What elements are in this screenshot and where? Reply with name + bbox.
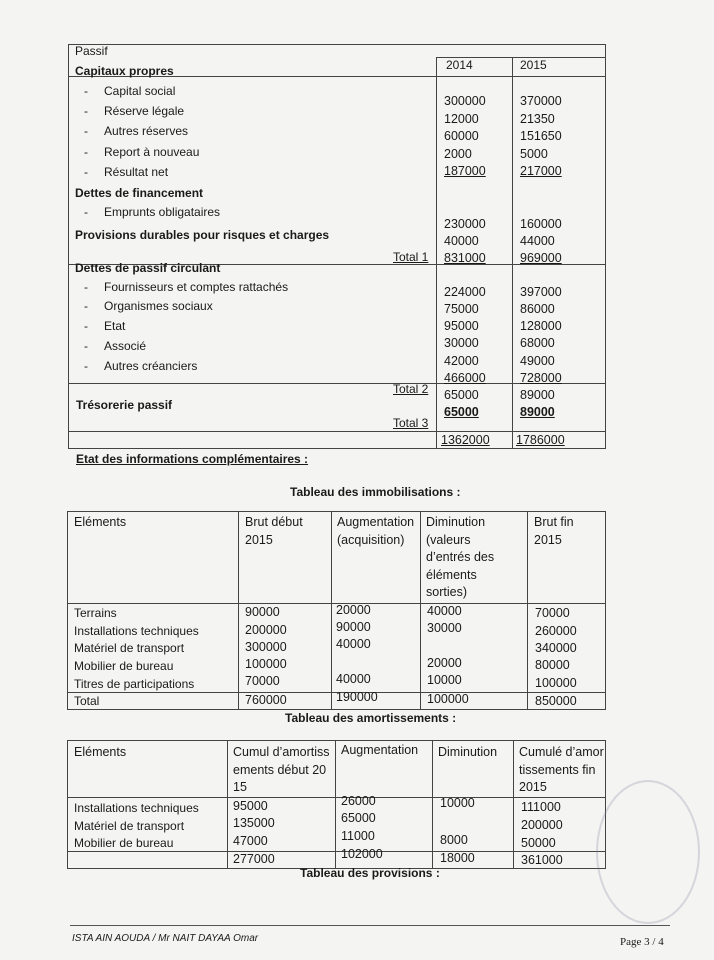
table-cell: 40000 <box>336 672 371 686</box>
table-cell: 65000 <box>341 811 376 825</box>
table-border <box>67 709 606 710</box>
table-cell: 135000 <box>233 816 275 830</box>
bullet-dash: - <box>84 280 88 294</box>
grand-total-2014: 1362000 <box>441 433 490 447</box>
bullet-dash: - <box>84 124 88 138</box>
item-label: Capital social <box>104 84 176 98</box>
table-border <box>605 511 606 710</box>
table-cell: 100000 <box>245 657 287 671</box>
table-border <box>68 44 69 449</box>
table-border <box>512 57 513 449</box>
table-row-label: Matériel de transport <box>74 819 185 833</box>
table-row-label: Mobilier de bureau <box>74 836 174 850</box>
table-cell: 100000 <box>535 676 577 690</box>
item-label: Report à nouveau <box>104 145 200 159</box>
value-2014: 187000 <box>444 164 486 178</box>
table-border <box>67 851 606 852</box>
amortissements-title: Tableau des amortissements : <box>285 711 457 725</box>
value-2014: 12000 <box>444 112 479 126</box>
value-2015: 217000 <box>520 164 562 178</box>
table-border <box>238 511 239 710</box>
value-2015: 397000 <box>520 285 562 299</box>
total2-label: Total 2 <box>393 382 429 396</box>
bullet-dash: - <box>84 359 88 373</box>
value-2015: 68000 <box>520 336 555 350</box>
table-border <box>432 740 433 869</box>
table-border <box>67 511 68 710</box>
table-cell: 340000 <box>535 641 577 655</box>
table-border <box>331 511 332 710</box>
table-cell: 95000 <box>233 799 268 813</box>
table-cell: 850000 <box>535 694 577 708</box>
table-cell: 190000 <box>336 690 378 704</box>
table-cell: 10000 <box>427 673 462 687</box>
item-label: Autres créanciers <box>104 359 198 373</box>
total2-2015: 728000 <box>520 371 562 385</box>
table-border <box>68 448 606 449</box>
value-2014: 75000 <box>444 302 479 316</box>
bullet-dash: - <box>84 104 88 118</box>
value-2014: 300000 <box>444 94 486 108</box>
table-border <box>227 740 228 869</box>
column-header: Augmentation <box>341 743 419 757</box>
year-header-2014: 2014 <box>446 58 473 72</box>
bullet-dash: - <box>84 339 88 353</box>
table-cell: 300000 <box>245 640 287 654</box>
bullet-dash: - <box>84 84 88 98</box>
table-cell: 10000 <box>440 796 475 810</box>
table-cell: 100000 <box>427 692 469 706</box>
table-cell: 277000 <box>233 852 275 866</box>
value-2015: 21350 <box>520 112 555 126</box>
section-title-provisions: Provisions durables pour risques et charges <box>75 228 330 242</box>
total1-label: Total 1 <box>393 250 429 264</box>
table-row-label: Mobilier de bureau <box>74 659 174 673</box>
total1-2015: 969000 <box>520 251 562 265</box>
value-2014: 224000 <box>444 285 486 299</box>
column-header: Eléments <box>74 515 127 529</box>
column-header: Cumulé d’amortissements fin 2015 <box>519 745 604 794</box>
bullet-dash: - <box>84 165 88 179</box>
table-cell: 90000 <box>245 605 280 619</box>
item-label: Organismes sociaux <box>104 299 213 313</box>
table-border <box>335 740 336 869</box>
value-2015: 151650 <box>520 129 562 143</box>
value-2014: 30000 <box>444 336 479 350</box>
item-label: Emprunts obligataires <box>104 205 221 219</box>
item-label: Résultat net <box>104 165 169 179</box>
table-border <box>513 740 514 869</box>
table-cell: 20000 <box>427 656 462 670</box>
value-2015: 5000 <box>520 147 548 161</box>
table-border <box>67 511 606 512</box>
section-title-dettes-circulant: Dettes de passif circulant <box>75 261 221 275</box>
table-cell: 102000 <box>341 847 383 861</box>
total1-2014: 831000 <box>444 251 486 265</box>
value-2015: 128000 <box>520 319 562 333</box>
table-border <box>605 44 606 449</box>
table-row-label: Installations techniques <box>74 624 199 638</box>
table-cell: 200000 <box>245 623 287 637</box>
bullet-dash: - <box>84 299 88 313</box>
value-2015: 44000 <box>520 234 555 248</box>
column-header: Augmentation (acquisition) <box>337 515 415 547</box>
table-cell: 70000 <box>245 674 280 688</box>
table-cell: 111000 <box>521 800 561 814</box>
bullet-dash: - <box>84 205 88 219</box>
value-2014: 230000 <box>444 217 486 231</box>
column-header: Diminution (valeurs d’entrés des éléments sorties) <box>426 515 495 599</box>
page-number: Page 3 / 4 <box>620 936 664 948</box>
table-border <box>67 797 606 798</box>
table-cell: 361000 <box>521 853 563 867</box>
tresorerie-total-2015: 89000 <box>520 405 555 419</box>
table-row-label: Matériel de transport <box>74 641 185 655</box>
table-cell: 200000 <box>521 818 563 832</box>
table-cell: 26000 <box>341 794 376 808</box>
item-label: Fournisseurs et comptes rattachés <box>104 280 289 294</box>
table-border <box>527 511 528 710</box>
table-cell: 50000 <box>521 836 556 850</box>
value-2014: 42000 <box>444 354 479 368</box>
table-border <box>67 740 68 869</box>
table-cell: 70000 <box>535 606 570 620</box>
value-2014: 95000 <box>444 319 479 333</box>
table-cell: 260000 <box>535 624 577 638</box>
table-cell: 30000 <box>427 621 462 635</box>
total3-label: Total 3 <box>393 416 429 430</box>
table-cell: 760000 <box>245 693 287 707</box>
footer-rule <box>70 925 670 926</box>
column-header: Brut fin 2015 <box>534 515 574 547</box>
column-header: Cumul d’amortissements début 2015 <box>233 745 330 794</box>
table-cell: 47000 <box>233 834 268 848</box>
value-2015: 49000 <box>520 354 555 368</box>
provisions-title: Tableau des provisions : <box>300 866 440 880</box>
table-border <box>436 57 437 449</box>
value-2014: 60000 <box>444 129 479 143</box>
table-cell: 40000 <box>336 637 371 651</box>
grand-total-2015: 1786000 <box>516 433 565 447</box>
table-cell: 90000 <box>336 620 371 634</box>
etat-title: Etat des informations complémentaires : <box>76 452 309 466</box>
item-label: Réserve légale <box>104 104 185 118</box>
section-title-tresorerie: Trésorerie passif <box>76 398 173 412</box>
tresorerie-total-2014: 65000 <box>444 405 479 419</box>
column-header: Eléments <box>74 745 127 759</box>
total2-2014: 466000 <box>444 371 486 385</box>
item-label: Etat <box>104 319 126 333</box>
immobilisations-title: Tableau des immobilisations : <box>290 485 461 499</box>
table-cell: 20000 <box>336 603 371 617</box>
table-cell: 8000 <box>440 833 468 847</box>
value-2015: 86000 <box>520 302 555 316</box>
bullet-dash: - <box>84 319 88 333</box>
passif-label: Passif <box>75 44 108 58</box>
table-row-label: Installations techniques <box>74 801 199 815</box>
item-label: Autres réserves <box>104 124 189 138</box>
table-cell: 11000 <box>341 829 375 843</box>
tresorerie-2014: 65000 <box>444 388 479 402</box>
table-border <box>67 740 606 741</box>
table-row-label: Terrains <box>74 606 117 620</box>
year-header-2015: 2015 <box>520 58 547 72</box>
table-cell: 40000 <box>427 604 462 618</box>
table-total-label: Total <box>74 694 100 708</box>
value-2014: 2000 <box>444 147 472 161</box>
table-cell: 80000 <box>535 658 570 672</box>
table-border <box>68 44 606 45</box>
column-header: Diminution <box>438 745 498 759</box>
item-label: Associé <box>104 339 147 353</box>
bullet-dash: - <box>84 145 88 159</box>
table-border <box>68 431 606 432</box>
stamp-watermark <box>596 780 700 924</box>
value-2015: 370000 <box>520 94 562 108</box>
footer-author: ISTA AIN AOUDA / Mr NAIT DAYAA Omar <box>72 933 259 944</box>
value-2015: 160000 <box>520 217 562 231</box>
column-header: Brut début 2015 <box>245 515 303 547</box>
section-title-dettes-financement: Dettes de financement <box>75 186 204 200</box>
table-cell: 18000 <box>440 851 475 865</box>
table-row-label: Titres de participations <box>74 677 195 691</box>
section-title-capitaux: Capitaux propres <box>75 64 174 78</box>
tresorerie-2015: 89000 <box>520 388 555 402</box>
value-2014: 40000 <box>444 234 479 248</box>
